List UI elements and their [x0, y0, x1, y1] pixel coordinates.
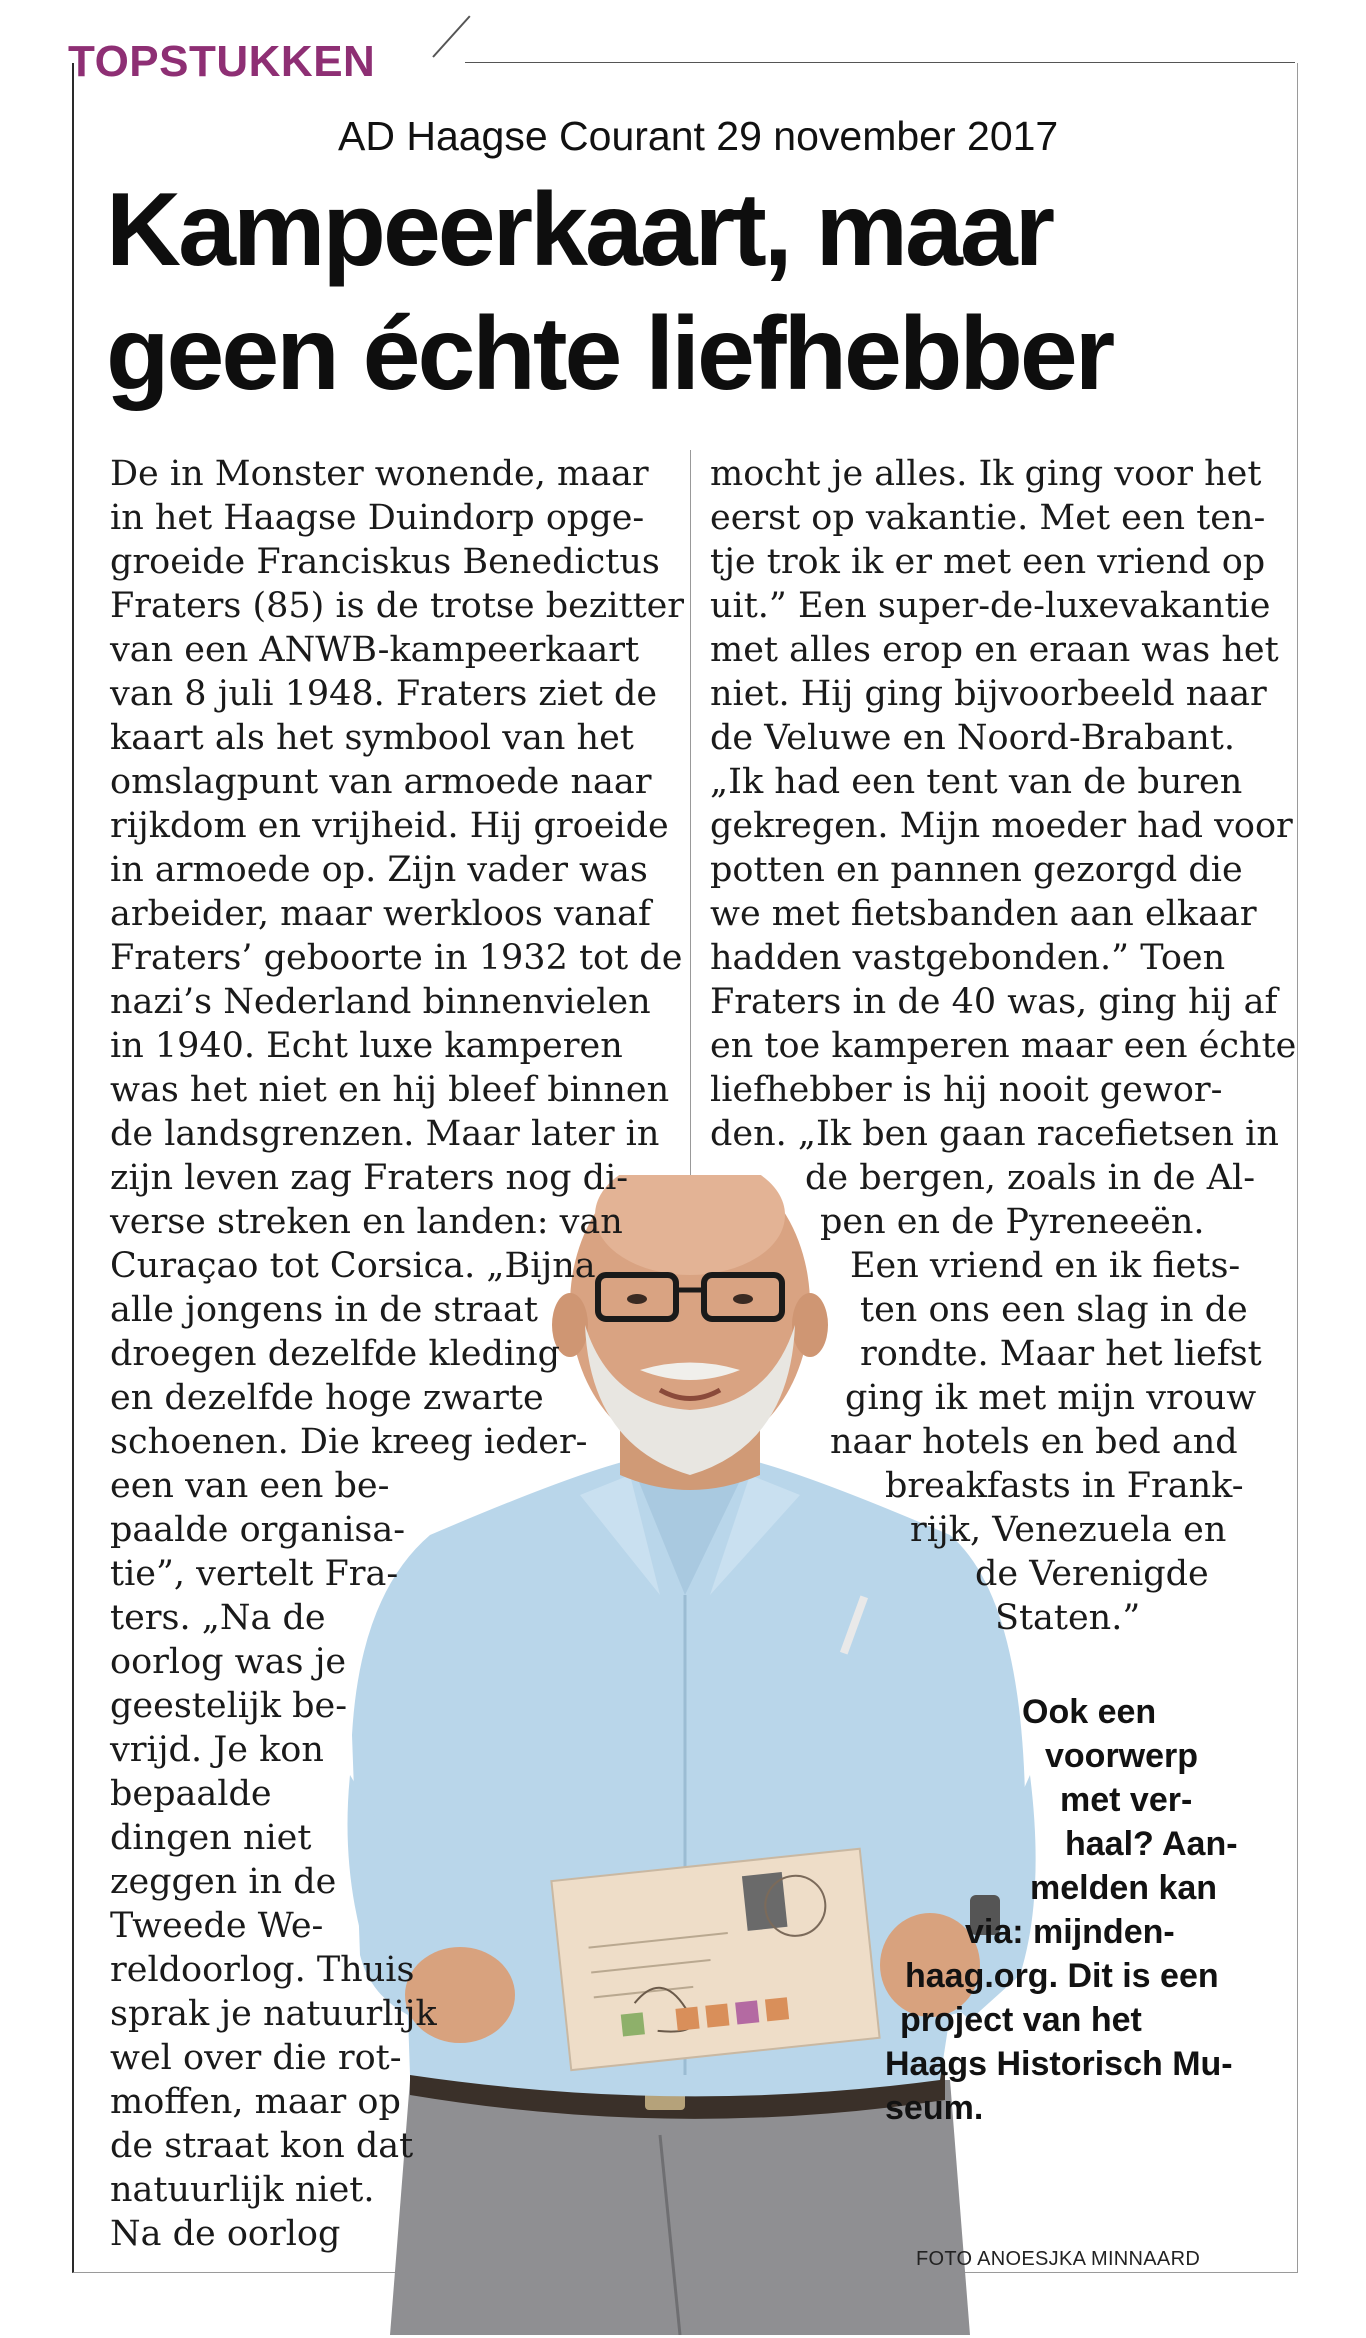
headline — [106, 168, 1112, 416]
body-line: niet. Hij ging bijvoorbeeld naar — [710, 674, 1267, 714]
body-line: paalde organisa- — [110, 1510, 406, 1550]
body-line: mocht je alles. Ik ging voor het — [710, 454, 1262, 494]
body-line: Fraters (85) is de trotse bezitter — [110, 586, 685, 626]
body-line: de Veluwe en Noord-Brabant. — [710, 718, 1235, 758]
body-line: groeide Franciskus Benedictus — [110, 542, 660, 582]
body-line: rijkdom en vrijheid. Hij groeide — [110, 806, 669, 846]
body-line: arbeider, maar werkloos vanaf — [110, 894, 651, 934]
body-line: hadden vastgebonden.” Toen — [710, 938, 1226, 978]
body-line: omslagpunt van armoede naar — [110, 762, 652, 802]
cta-line: melden kan — [1030, 1869, 1218, 1907]
body-line: rijk, Venezuela en — [910, 1510, 1227, 1550]
body-line: verse streken en landen: van — [110, 1202, 623, 1242]
body-line: bepaalde — [110, 1774, 272, 1814]
body-line: natuurlijk niet. — [110, 2170, 375, 2210]
body-line: moffen, maar op — [110, 2082, 401, 2122]
body-line: nazi’s Nederland binnenvielen — [110, 982, 651, 1022]
body-line: in armoede op. Zijn vader was — [110, 850, 648, 890]
body-line: sprak je natuurlijk — [110, 1994, 437, 2034]
photo-credit: FOTO ANOESJKA MINNAARD — [916, 2248, 1201, 2270]
body-line: dingen niet — [110, 1818, 312, 1858]
body-line: Fraters in de 40 was, ging hij af — [710, 982, 1278, 1022]
body-line: en dezelfde hoge zwarte — [110, 1378, 544, 1418]
cta-line: seum. — [885, 2089, 984, 2127]
cta-line: met ver- — [1060, 1781, 1193, 1819]
body-line: Curaçao tot Corsica. „Bijna — [110, 1246, 596, 1286]
body-line: in 1940. Echt luxe kamperen — [110, 1026, 623, 1066]
body-line: „Ik had een tent van de buren — [710, 762, 1243, 802]
publication-source: AD Haagse Courant 29 november 2017 — [338, 113, 1059, 159]
body-line: zeggen in de — [110, 1862, 337, 1902]
body-line: Staten.” — [995, 1598, 1141, 1638]
body-line: was het niet en hij bleef binnen — [110, 1070, 670, 1110]
body-line: uit.” Een super-de-luxevakantie — [710, 586, 1271, 626]
body-line: breakfasts in Frank- — [885, 1466, 1244, 1506]
body-line: van 8 juli 1948. Fraters ziet de — [110, 674, 658, 714]
body-line: ging ik met mijn vrouw — [845, 1378, 1257, 1418]
top-rule — [465, 62, 1295, 63]
body-line: en toe kamperen maar een échte — [710, 1026, 1297, 1066]
body-line: eerst op vakantie. Met een ten- — [710, 498, 1266, 538]
body-line: naar hotels en bed and — [830, 1422, 1238, 1462]
headline-line-2: geen échte liefhebber — [106, 296, 1113, 412]
headline-line-1: Kampeerkaart, maar — [106, 172, 1053, 288]
cta-line: Ook een — [1022, 1693, 1157, 1731]
body-line: ten ons een slag in de — [860, 1290, 1248, 1330]
cta-line: haal? Aan- — [1065, 1825, 1238, 1863]
cta-line: haag.org. Dit is een — [905, 1957, 1219, 1995]
body-line: alle jongens in de straat — [110, 1290, 538, 1330]
body-line: pen en de Pyreneeën. — [820, 1202, 1205, 1242]
body-line: de straat kon dat — [110, 2126, 414, 2166]
cta-line: voorwerp — [1045, 1737, 1199, 1775]
body-line: met alles erop en eraan was het — [710, 630, 1279, 670]
cta-line: project van het — [900, 2001, 1142, 2039]
body-line: zijn leven zag Fraters nog di- — [110, 1158, 629, 1198]
body-line: Fraters’ geboorte in 1932 tot de — [110, 938, 683, 978]
body-line: in het Haagse Duindorp opge- — [110, 498, 645, 538]
body-line: potten en pannen gezorgd die — [710, 850, 1243, 890]
body-line: kaart als het symbool van het — [110, 718, 634, 758]
body-line: geestelijk be- — [110, 1686, 348, 1726]
body-line: tie”, vertelt Fra- — [110, 1554, 399, 1594]
body-line: Een vriend en ik fiets- — [850, 1246, 1241, 1286]
body-line: vrijd. Je kon — [110, 1730, 324, 1770]
body-line: Tweede We- — [110, 1906, 324, 1946]
body-line: gekregen. Mijn moeder had voor — [710, 806, 1293, 846]
body-line: de Verenigde — [975, 1554, 1209, 1594]
body-line: Na de oorlog — [110, 2214, 341, 2254]
kicker-slash — [432, 15, 470, 57]
body-line: De in Monster wonende, maar — [110, 454, 649, 494]
cta-line: Haags Historisch Mu- — [885, 2045, 1233, 2083]
body-line: schoenen. Die kreeg ieder- — [110, 1422, 588, 1462]
cta-line: via: mijnden- — [965, 1913, 1175, 1951]
body-line: droegen dezelfde kleding — [110, 1334, 561, 1374]
column-divider — [690, 450, 691, 1220]
body-line: rondte. Maar het liefst — [860, 1334, 1262, 1374]
body-line: ters. „Na de — [110, 1598, 326, 1638]
section-kicker: TOPSTUKKEN — [68, 37, 376, 86]
body-line: we met fietsbanden aan elkaar — [710, 894, 1257, 934]
body-line: een van een be- — [110, 1466, 390, 1506]
body-line: wel over die rot- — [110, 2038, 402, 2078]
body-line: reldoorlog. Thuis — [110, 1950, 415, 1990]
body-line: oorlog was je — [110, 1642, 347, 1682]
body-line: de bergen, zoals in de Al- — [805, 1158, 1256, 1198]
body-line: den. „Ik ben gaan racefietsen in — [710, 1114, 1279, 1154]
body-line: de landsgrenzen. Maar later in — [110, 1114, 660, 1154]
body-line: liefhebber is hij nooit gewor- — [710, 1070, 1223, 1110]
body-line: tje trok ik er met een vriend op — [710, 542, 1266, 582]
body-line: van een ANWB-kampeerkaart — [110, 630, 640, 670]
